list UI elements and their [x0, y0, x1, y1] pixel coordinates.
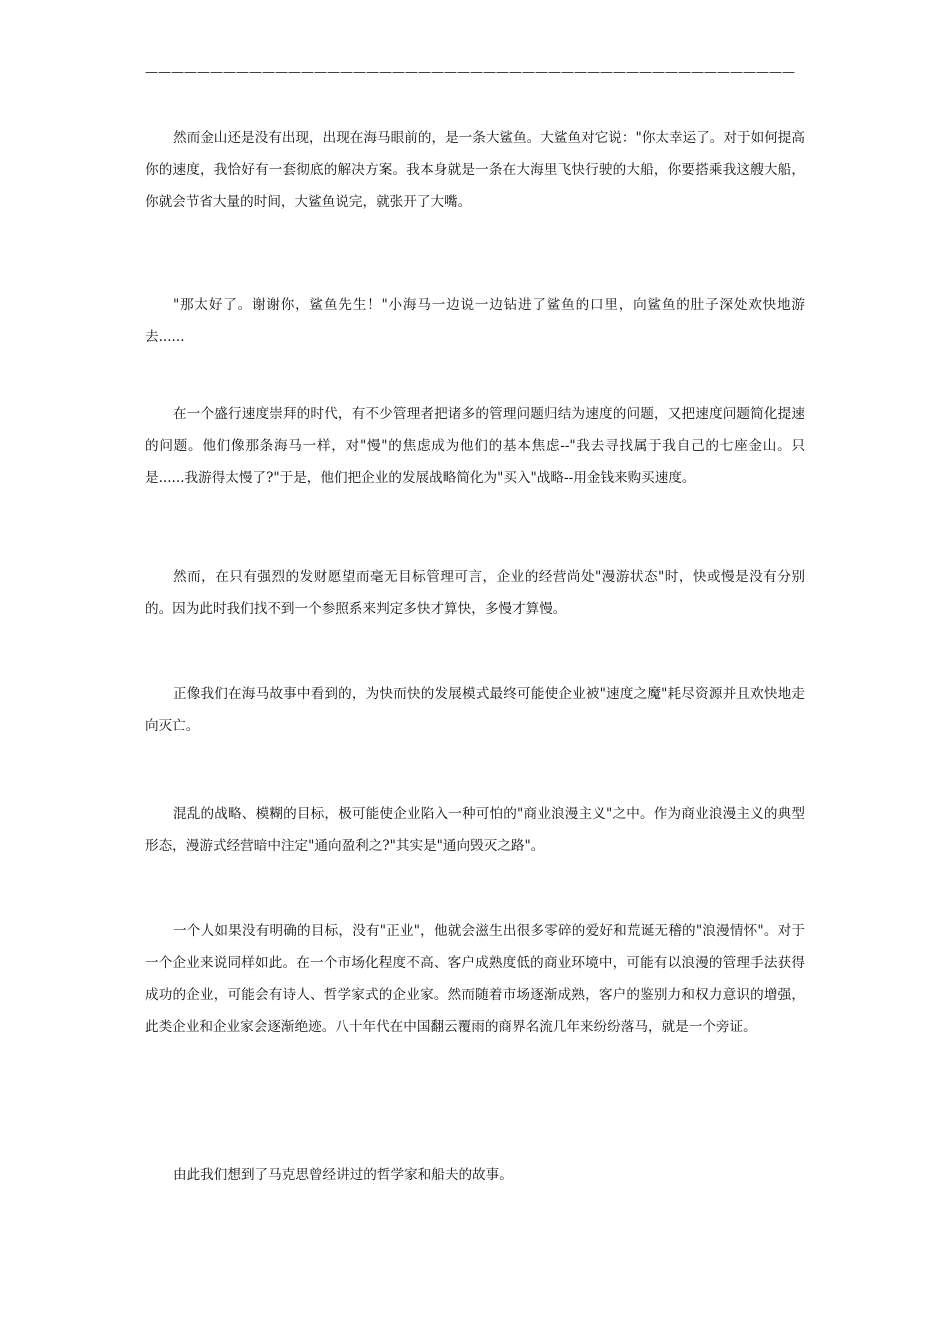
paragraph-no-clear-goal: 一个人如果没有明确的目标，没有"正业"，他就会滋生出很多零碎的爱好和荒诞无稽的"浪漫情怀"。对于一个企业来说同样如此。在一个市场化程度不高、客户成熟度低的商业环境中，可能有以浪漫的管理手法获得成功的企业，可能会有诗人、哲学家式的企业家。然而随着市场逐渐成熟，客户的鉴别力和权力意识的增强，此类企业和企业家会逐渐绝迹。八十年代在中国翻云覆雨的商界名流几年来纷纷落马，就是一个旁证。: [145, 923, 805, 1035]
paragraph-roaming-state: 然而，在只有强烈的发财愿望而毫无目标管理可言，企业的经营尚处"漫游状态"时，快或慢是没有分别的。因为此时我们找不到一个参照系来判定多快才算快，多慢才算慢。: [145, 569, 805, 617]
paragraph-speed-demon: 正像我们在海马故事中看到的，为快而快的发展模式最终可能使企业被"速度之魔"耗尽资源并且欢快地走向灭亡。: [145, 686, 805, 734]
paragraph-business-romanticism: 混乱的战略、模糊的目标，极可能使企业陷入一种可怕的"商业浪漫主义"之中。作为商业浪漫主义的典型形态，漫游式经营暗中注定"通向盈利之?"其实是"通向毁灭之路"。: [145, 806, 805, 854]
paragraph-speed-worship: 在一个盛行速度崇拜的时代，有不少管理者把诸多的管理问题归结为速度的问题，又把速度问题简化提速的问题。他们像那条海马一样，对"慢"的焦虑成为他们的基本焦虑--"我去寻找属于我自己的七座金山。只是......我游得太慢了?"于是，他们把企业的发展战略简化为"买入"战略--用金钱来购买速度。: [145, 406, 805, 486]
paragraph-shark-offer: 然而金山还是没有出现，出现在海马眼前的，是一条大鲨鱼。大鲨鱼对它说："你太幸运了。对于如何提高你的速度，我恰好有一套彻底的解决方案。我本身就是一条在大海里飞快行驶的大船，你要搭乘我这艘大船，你就会节省大量的时间，大鲨鱼说完，就张开了大嘴。: [145, 130, 805, 210]
paragraph-marx-story: 由此我们想到了马克思曾经讲过的哲学家和船夫的故事。: [173, 1167, 513, 1183]
paragraph-seahorse-reply: "那太好了。谢谢你，鲨鱼先生！"小海马一边说一边钻进了鲨鱼的口里，向鲨鱼的肚子深处欢快地游去......: [145, 297, 805, 345]
separator-rule: ——————————————————————————————————————————————————: [145, 65, 795, 80]
